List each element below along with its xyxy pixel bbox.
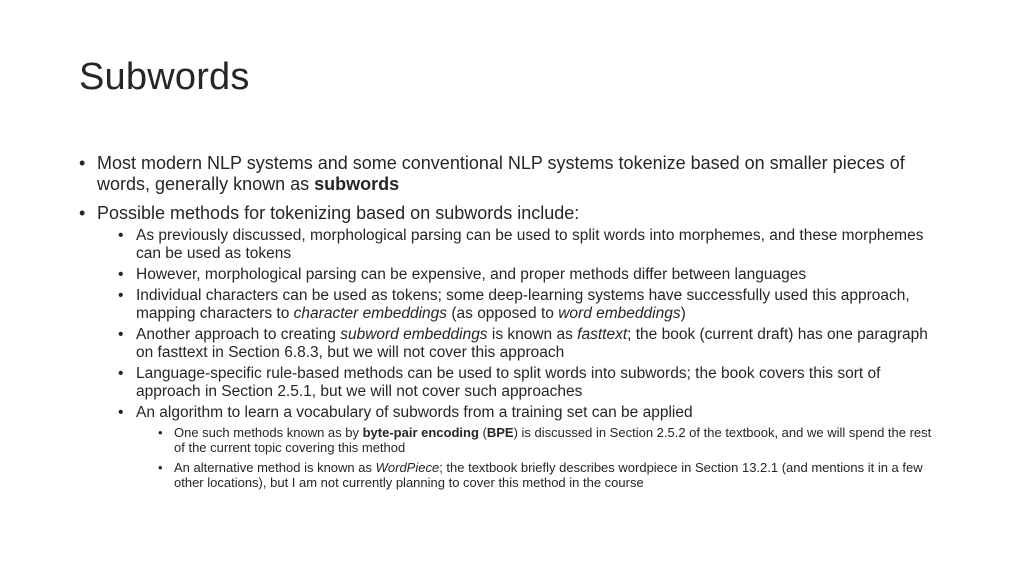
sub-bullet-parsing-expensive: [0, 266, 1024, 284]
bullet-icon: •: [79, 203, 86, 223]
bullet-text: Individual characters can be used as tokens; some deep-learning systems have successfully used this approach, mapping characters to: [136, 287, 910, 322]
bullet-icon: •: [118, 227, 124, 244]
bold-term: byte-pair encoding: [362, 425, 479, 440]
bullet-subwords-definition: [0, 153, 1024, 195]
sub-bullet-characters: [0, 287, 1024, 323]
bullet-text: As previously discussed, morphological parsing can be used to split words into morphemes, and these morphemes can be used as tokens: [136, 227, 924, 262]
sub-bullet-learned-vocabulary: [0, 404, 1024, 422]
italic-term: character embeddings: [293, 305, 448, 322]
slide-title: Subwords: [79, 56, 250, 98]
italic-term: fasttext: [577, 326, 628, 343]
bullet-text: (as opposed to: [447, 305, 559, 322]
bullet-text: Language-specific rule-based methods can be used to split words into subwords; the book covers this sort of approach in Section 2.5.1, but we will not cover such approaches: [136, 365, 881, 400]
slide-body: [0, 153, 1024, 495]
sub-sub-bullet-wordpiece: [0, 460, 1024, 490]
bullet-text: Another approach to creating: [136, 326, 341, 343]
bullet-text: Most modern NLP systems and some conventional NLP systems tokenize based on smaller pieces of words, generally known as: [97, 153, 905, 194]
italic-term: subword embeddings: [340, 326, 488, 343]
bullet-icon: •: [118, 404, 124, 421]
bullet-icon: •: [118, 326, 124, 343]
bullet-possible-methods: [0, 203, 1024, 224]
bullet-text: An alternative method is known as: [174, 460, 376, 475]
bold-term: BPE: [486, 425, 514, 440]
bullet-text: (: [478, 425, 487, 440]
bullet-text: is known as: [487, 326, 578, 343]
bullet-text: However, morphological parsing can be expensive, and proper methods differ between languages: [136, 266, 807, 283]
bullet-text: ) is discussed in Section 2.5.2 of the textbook, and we will spend the rest of the current topic covering this method: [174, 425, 932, 455]
sub-bullet-rule-based: [0, 365, 1024, 401]
italic-term: word embeddings: [558, 305, 681, 322]
bold-term: subwords: [314, 174, 400, 194]
sub-bullet-morphological-parsing: [0, 227, 1024, 263]
bullet-text: ; the textbook briefly describes wordpiece in Section 13.2.1 (and mentions it in a few other locations), but I am not currently planning to cover this method in the course: [174, 460, 923, 490]
sub-sub-bullet-bpe: [0, 425, 1024, 455]
bullet-icon: •: [118, 365, 124, 382]
bullet-text: An algorithm to learn a vocabulary of subwords from a training set can be applied: [136, 404, 693, 421]
bullet-icon: •: [118, 287, 124, 304]
bullet-icon: •: [158, 460, 163, 475]
bullet-icon: •: [79, 153, 86, 173]
bullet-text: ; the book (current draft) has one paragraph on fasttext in Section 6.8.3, but we will not cover this approach: [136, 326, 928, 361]
italic-term: WordPiece: [375, 460, 440, 475]
bullet-text: ): [680, 305, 686, 322]
bullet-text: One such methods known as by: [174, 425, 363, 440]
bullet-text: Possible methods for tokenizing based on subwords include:: [97, 203, 580, 223]
bullet-icon: •: [118, 266, 124, 283]
sub-bullet-fasttext: [0, 326, 1024, 362]
bullet-icon: •: [158, 425, 163, 440]
